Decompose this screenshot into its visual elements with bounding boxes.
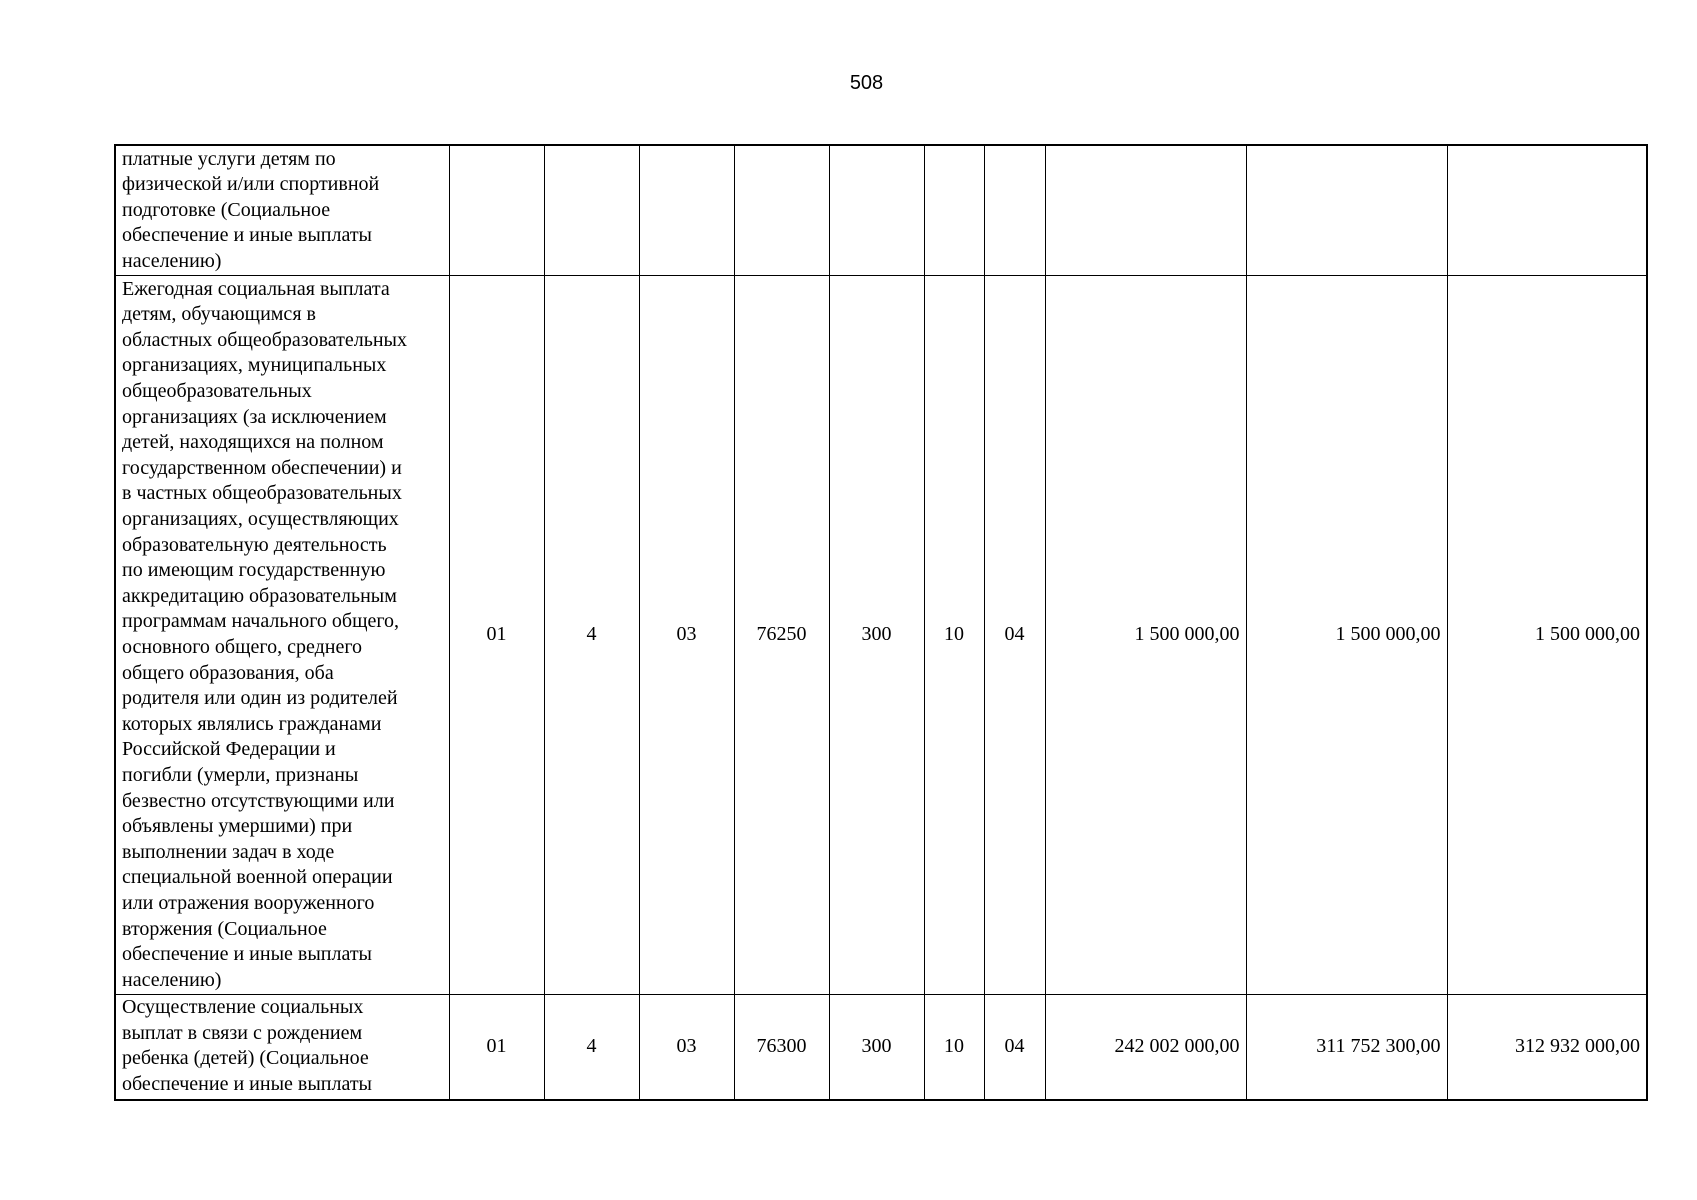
amount-cell: 311 752 300,00 [1246, 995, 1447, 1101]
description-line: обеспечение и иные выплаты [122, 943, 372, 966]
amount-cell [1246, 145, 1447, 276]
code-cell [924, 145, 984, 276]
description-line: областных общеобразовательных [122, 328, 407, 351]
code-cell: 10 [924, 276, 984, 995]
description-line: в частных общеобразовательных [122, 482, 402, 505]
description-line: погибли (умерли, признаны [122, 763, 359, 786]
description-line: или отражения вооруженного [122, 891, 375, 914]
code-cell [734, 145, 829, 276]
description-line: объявлены умершими) при [122, 815, 353, 838]
code-cell [544, 145, 639, 276]
description-line: общего образования, оба [122, 661, 334, 684]
page-number: 508 [849, 72, 884, 94]
description-line: программам начального общего, [122, 610, 400, 633]
amount-cell: 1 500 000,00 [1045, 276, 1246, 995]
code-cell: 4 [544, 276, 639, 995]
description-line: родителя или один из родителей [122, 687, 398, 710]
code-cell: 01 [449, 276, 544, 995]
code-cell: 04 [984, 276, 1045, 995]
row-description [115, 276, 449, 995]
code-cell: 10 [924, 995, 984, 1101]
description-line: детей, находящихся на полном [122, 431, 384, 454]
description-line: основного общего, среднего [122, 636, 363, 658]
description-line: Ежегодная социальная выплата [122, 277, 390, 300]
row-description [115, 995, 449, 1101]
description-line: организациях, осуществляющих [122, 508, 399, 531]
amount-cell: 242 002 000,00 [1045, 995, 1246, 1101]
description-line: Российской Федерации и [122, 738, 336, 761]
code-cell: 01 [449, 995, 544, 1101]
description-line: общеобразовательных [122, 380, 312, 403]
description-line: обеспечение и иные выплаты [122, 1072, 372, 1095]
code-cell [984, 145, 1045, 276]
table-row [115, 145, 1647, 276]
description-line: детям, обучающимся в [122, 303, 316, 326]
code-cell: 4 [544, 995, 639, 1101]
table-body [115, 145, 1647, 1100]
description-line: специальной военной операции [122, 866, 393, 889]
code-cell: 300 [829, 995, 924, 1101]
amount-cell [1447, 145, 1647, 276]
row-description [115, 145, 449, 276]
description-line: аккредитацию образовательным [122, 584, 397, 607]
code-cell [829, 145, 924, 276]
description-line: обеспечение и иные выплаты [122, 224, 372, 247]
description-line: по имеющим государственную [122, 559, 386, 582]
code-cell: 03 [639, 276, 734, 995]
description-line: организациях (за исключением [122, 405, 387, 428]
code-cell [639, 145, 734, 276]
budget-table [114, 144, 1648, 1101]
table-row [115, 995, 1647, 1101]
description-line: образовательную деятельность [122, 533, 387, 556]
description-line: вторжения (Социальное [122, 917, 327, 940]
description-line: организациях, муниципальных [122, 354, 387, 377]
code-cell: 04 [984, 995, 1045, 1101]
description-line: платные услуги детям по [122, 147, 336, 170]
description-line: выполнении задач в ходе [122, 840, 335, 863]
table-row [115, 276, 1647, 995]
amount-cell [1045, 145, 1246, 276]
amount-cell: 312 932 000,00 [1447, 995, 1647, 1101]
description-line: населению) [122, 249, 222, 272]
description-line: государственном обеспечении) и [122, 456, 402, 479]
code-cell: 300 [829, 276, 924, 995]
code-cell: 03 [639, 995, 734, 1101]
amount-cell: 1 500 000,00 [1246, 276, 1447, 995]
description-line: которых являлись гражданами [122, 712, 382, 735]
description-line: подготовке (Социальное [122, 198, 331, 221]
description-line: физической и/или спортивной [122, 173, 380, 196]
description-line: Осуществление социальных [122, 996, 364, 1018]
code-cell: 76300 [734, 995, 829, 1101]
amount-cell: 1 500 000,00 [1447, 276, 1647, 995]
description-line: выплат в связи с рождением [122, 1021, 363, 1044]
description-line: безвестно отсутствующими или [122, 789, 395, 812]
code-cell [449, 145, 544, 276]
code-cell: 76250 [734, 276, 829, 995]
description-line: населению) [122, 968, 222, 991]
description-line: ребенка (детей) (Социальное [122, 1047, 369, 1070]
